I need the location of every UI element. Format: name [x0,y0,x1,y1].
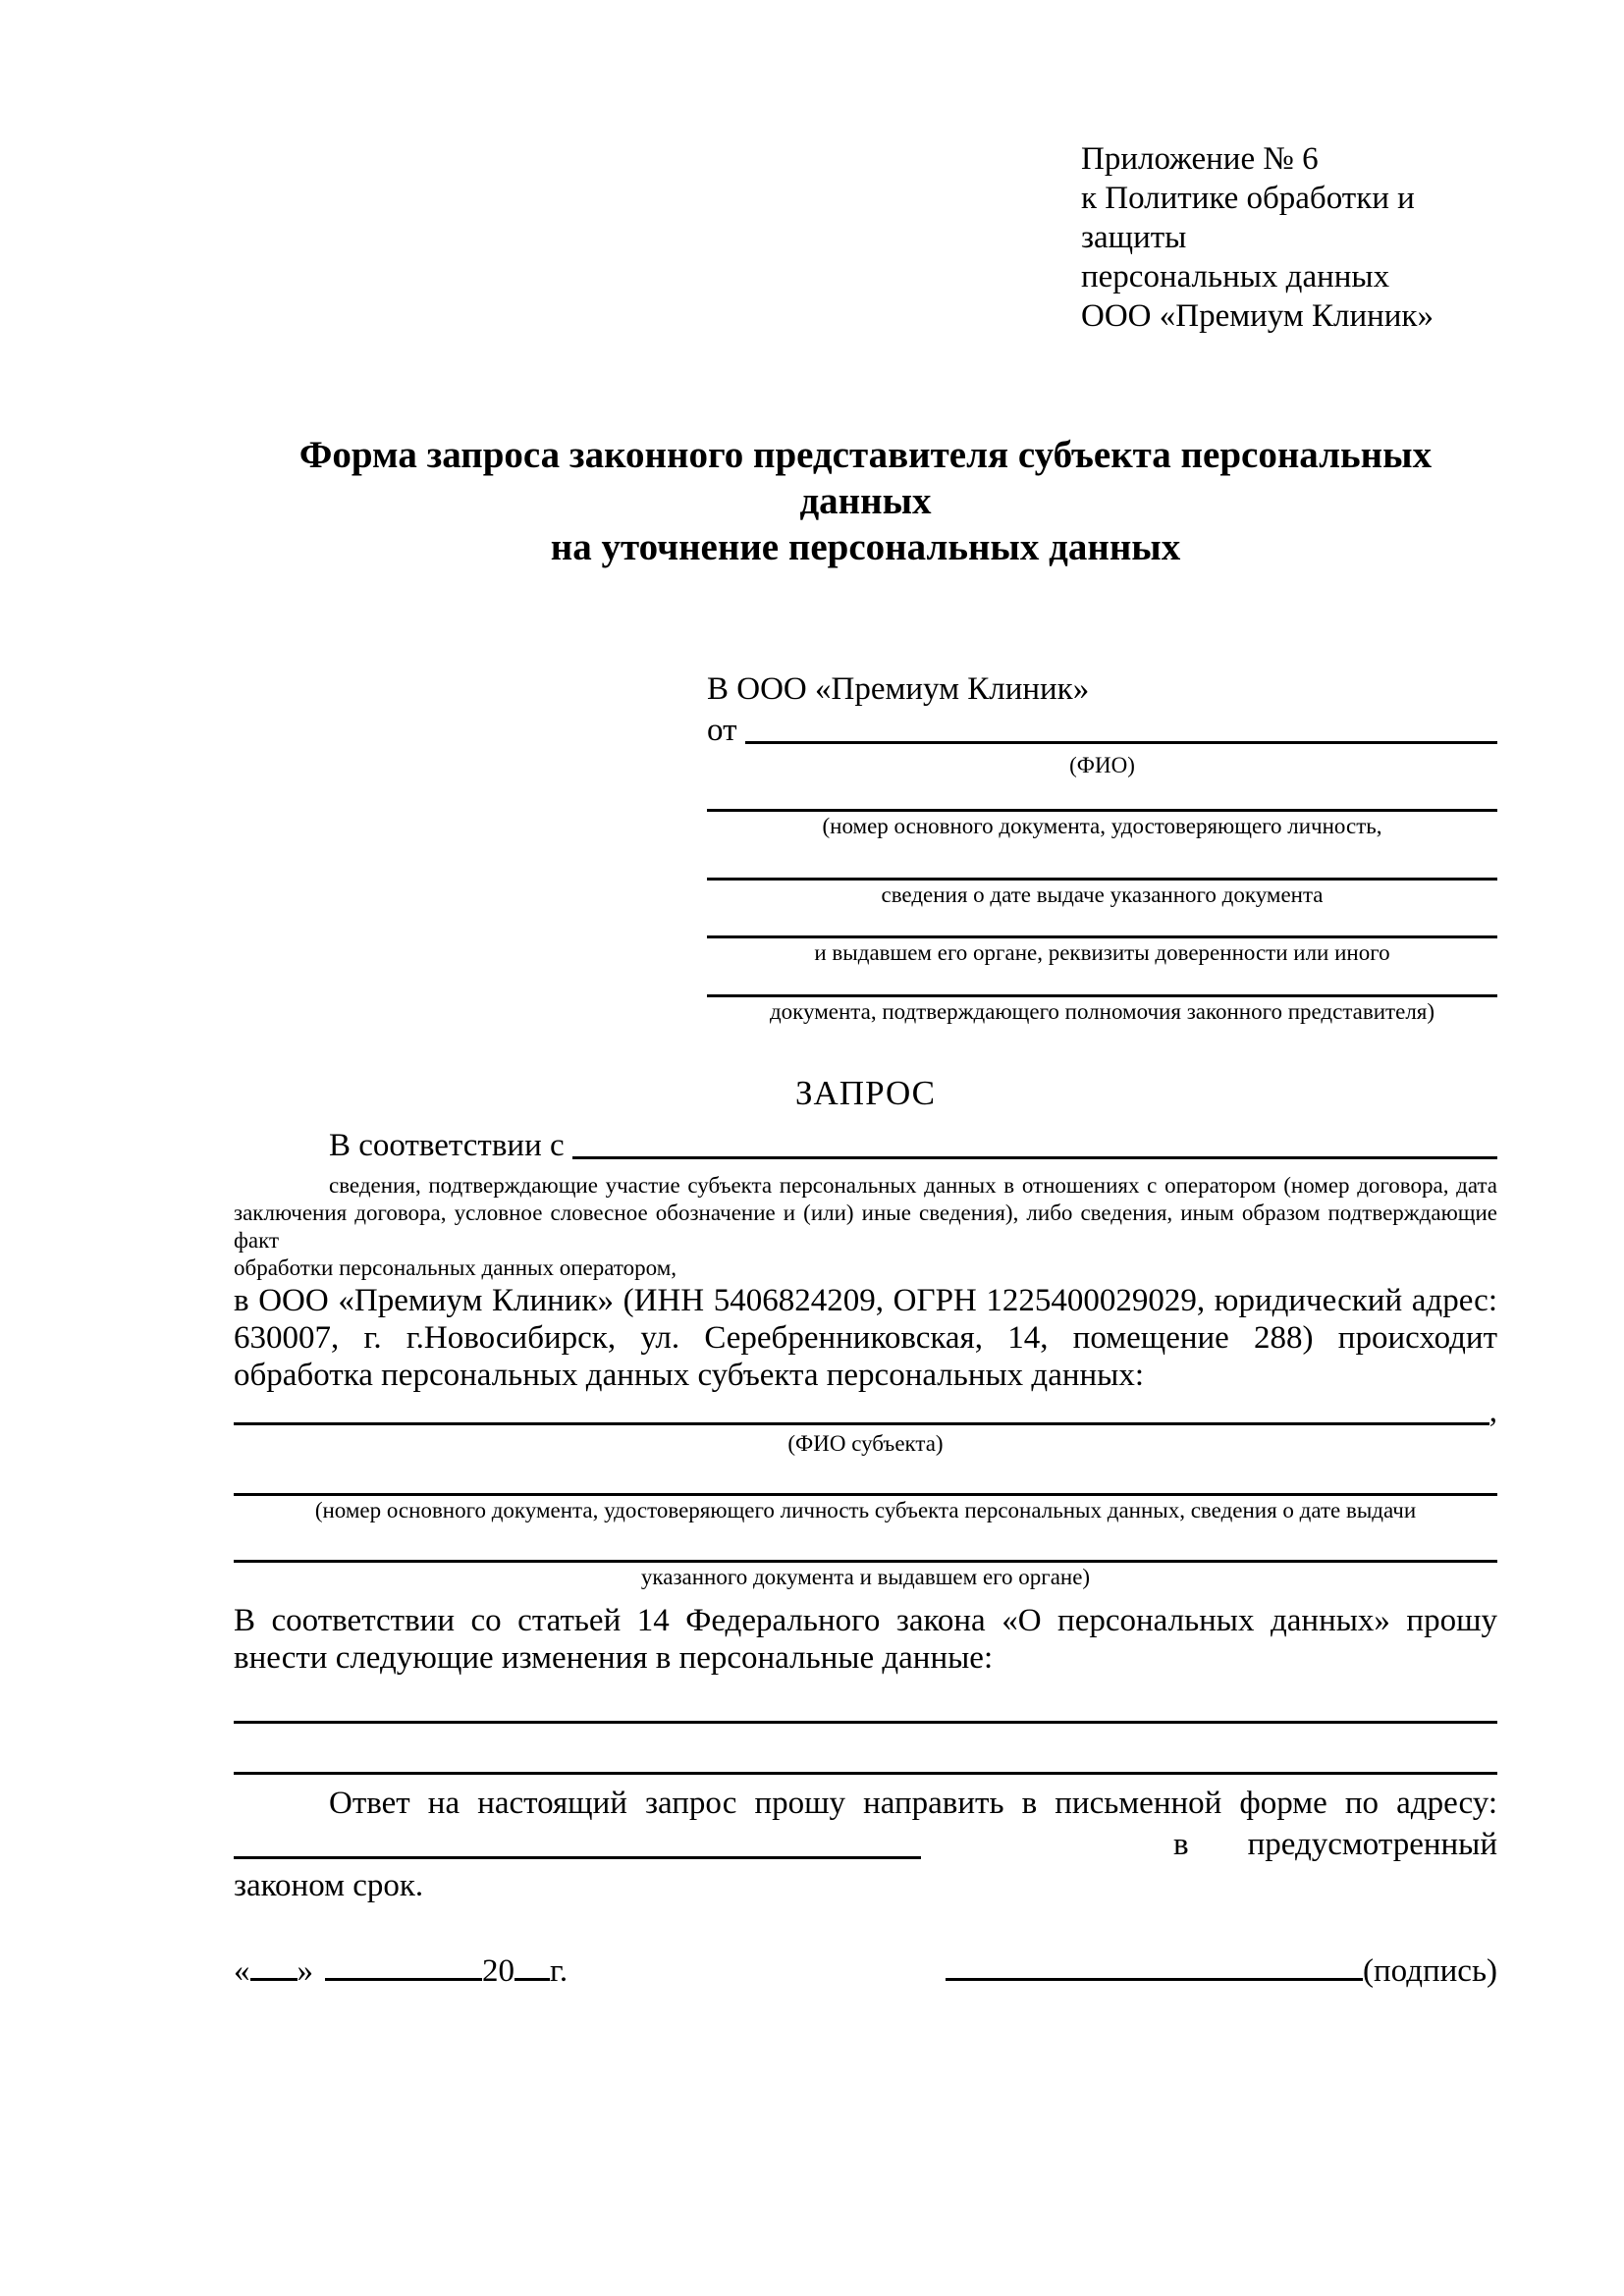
blank-line-changes-2 [234,1724,1497,1775]
reply-paragraph: Ответ на настоящий запрос прошу направить в письменной форме по адресу: [329,1786,1497,1821]
appendix-header [1081,139,1497,336]
subject-comma: , [1489,1394,1497,1429]
appendix-header-line: персональных данных [1081,259,1390,294]
fio-caption: (ФИО) [1069,753,1135,777]
law-line: внести следующие изменения в персональные данные: [234,1640,994,1676]
request-heading: ЗАПРОС [794,1074,937,1112]
blank-line-basis [572,1156,1497,1159]
blank-line-doc-date [707,839,1497,881]
law-line: В соответствии со статьей 14 Федерального закона «О персональных данных» прошу [234,1603,1497,1638]
appendix-header-line: Приложение № 6 [1081,141,1319,177]
blank-line-doc-issuer [707,908,1497,938]
subject-fio-row [234,1394,1497,1429]
doc-caption-2: сведения о дате выдаче указанного документа [881,882,1324,907]
intro-label: В соответствии с [329,1128,572,1163]
blank-month [325,1978,482,1981]
footnote-line: обработки персональных данных оператором, [234,1255,677,1280]
operator-paragraph [234,1282,1497,1394]
subject-doc-caption-2: указанного документа и выдавшем его органе) [640,1565,1091,1589]
appendix-header-line: ООО «Премиум Клиник» [1081,298,1434,334]
form-title-line1: Форма запроса законного представителя субъекта персональных данных [298,434,1433,522]
subject-fio-caption: (ФИО субъекта) [787,1431,944,1456]
blank-line-address [234,1856,921,1859]
reply-in-word: в [1173,1827,1189,1862]
blank-line-subject-fio [234,1394,1489,1425]
operator-line: 630007, г. г.Новосибирск, ул. Серебренниковская, 14, помещение 288) происходит [234,1320,1497,1356]
year-prefix: 20 [482,1953,514,1989]
date-signature-row [234,1950,1497,1992]
addressee-from-row [707,710,1497,751]
reply-address-row [234,1825,1497,1864]
blank-line-fio [745,741,1497,744]
doc-caption-4: документа, подтверждающего полномочия законного представителя) [769,999,1435,1024]
operator-line: в ООО «Премиум Клиник» (ИНН 5406824209, ОГРН 1225400029029, юридический адрес: [234,1283,1497,1318]
blank-day [250,1978,298,1981]
reply-word: предусмотренный [1247,1827,1497,1862]
addressee-to: В ООО «Премиум Клиник» [707,671,1090,707]
date-group [234,1950,568,1992]
law-paragraph [234,1602,1497,1677]
appendix-header-line: к Политике обработки и защиты [1081,181,1415,255]
footnote-line: сведения, подтверждающие участие субъекта персональных данных в отношениях с оператором (номер договора, дата [329,1173,1497,1198]
blank-line-changes-1 [234,1677,1497,1724]
addressee-block [707,668,1497,1025]
blank-line-subject-doc-issuer [234,1523,1497,1563]
intro-row [234,1125,1497,1166]
blank-line-signature [946,1978,1363,1981]
quote-close: » [297,1953,313,1989]
blank-line-doc-number [707,778,1497,812]
year-suffix: г. [550,1953,568,1989]
doc-caption-1: (номер основного документа, удостоверяющего личность, [822,814,1382,838]
quote-open: « [234,1953,250,1989]
footnote-line: заключения договора, условное словесное обозначение и (или) иные сведения), либо сведения, иным образом подтверждающие факт [234,1201,1497,1253]
subject-doc-caption-1: (номер основного документа, удостоверяющего личность субъекта персональных данных, сведения о дате выдачи [314,1498,1417,1522]
from-label: от [707,713,745,748]
blank-line-subject-doc [234,1457,1497,1496]
reply-end: законом срок. [234,1868,424,1903]
form-title-line2: на уточнение персональных данных [550,526,1181,568]
form-title [234,432,1497,570]
blank-line-doc-authority [707,966,1497,997]
blank-year [514,1978,550,1981]
footnote-paragraph [234,1172,1497,1282]
signature-group [946,1950,1497,1992]
operator-line: обработка персональных данных субъекта персональных данных: [234,1358,1144,1393]
doc-caption-3: и выдавшем его органе, реквизиты доверенности или иного [814,940,1390,965]
signature-caption: (подпись) [1363,1953,1497,1989]
